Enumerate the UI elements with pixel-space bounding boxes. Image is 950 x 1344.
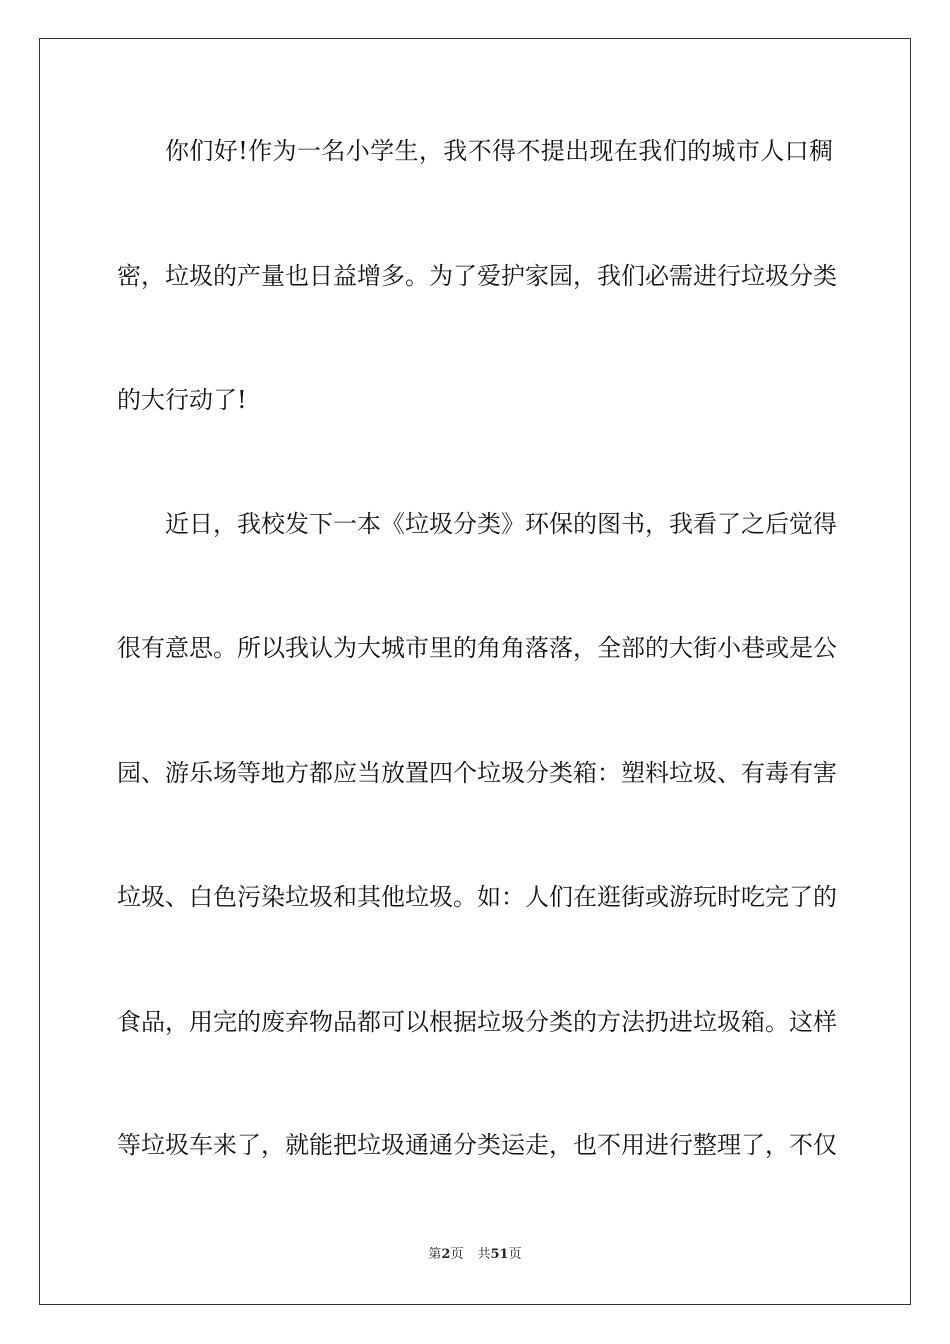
paragraph-2-line-6: 等垃圾车来了，就能把垃圾通通分类运走，也不用进行整理了，不仅: [117, 1131, 837, 1159]
footer-total-prefix: 共: [477, 1247, 491, 1262]
paragraph-1-line-2: 密，垃圾的产量也日益增多。为了爱护家园，我们必需进行垃圾分类: [117, 262, 837, 290]
paragraph-2-line-4: 垃圾、白色污染垃圾和其他垃圾。如：人们在逛街或游玩时吃完了的: [117, 883, 837, 911]
paragraph-1-line-3: 的大行动了!: [117, 386, 247, 414]
page-footer: [0, 1246, 950, 1264]
footer-total-suffix: 页: [508, 1247, 522, 1262]
footer-total-pages: 51: [490, 1247, 509, 1262]
paragraph-2-line-3: 园、游乐场等地方都应当放置四个垃圾分类箱：塑料垃圾、有毒有害: [117, 759, 837, 787]
paragraph-2-line-2: 很有意思。所以我认为大城市里的角角落落，全部的大街小巷或是公: [117, 634, 837, 662]
paragraph-1-line-1: 你们好!作为一名小学生，我不得不提出现在我们的城市人口稠: [165, 137, 833, 165]
page-border: [39, 38, 911, 1305]
footer-page-prefix: 第: [428, 1247, 442, 1262]
footer-page-suffix: 页: [450, 1247, 464, 1262]
paragraph-2-line-5: 食品，用完的废弃物品都可以根据垃圾分类的方法扔进垃圾箱。这样: [117, 1008, 837, 1036]
paragraph-2-line-1: 近日，我校发下一本《垃圾分类》环保的图书，我看了之后觉得: [165, 510, 837, 538]
footer-page-number: 2: [441, 1247, 451, 1262]
